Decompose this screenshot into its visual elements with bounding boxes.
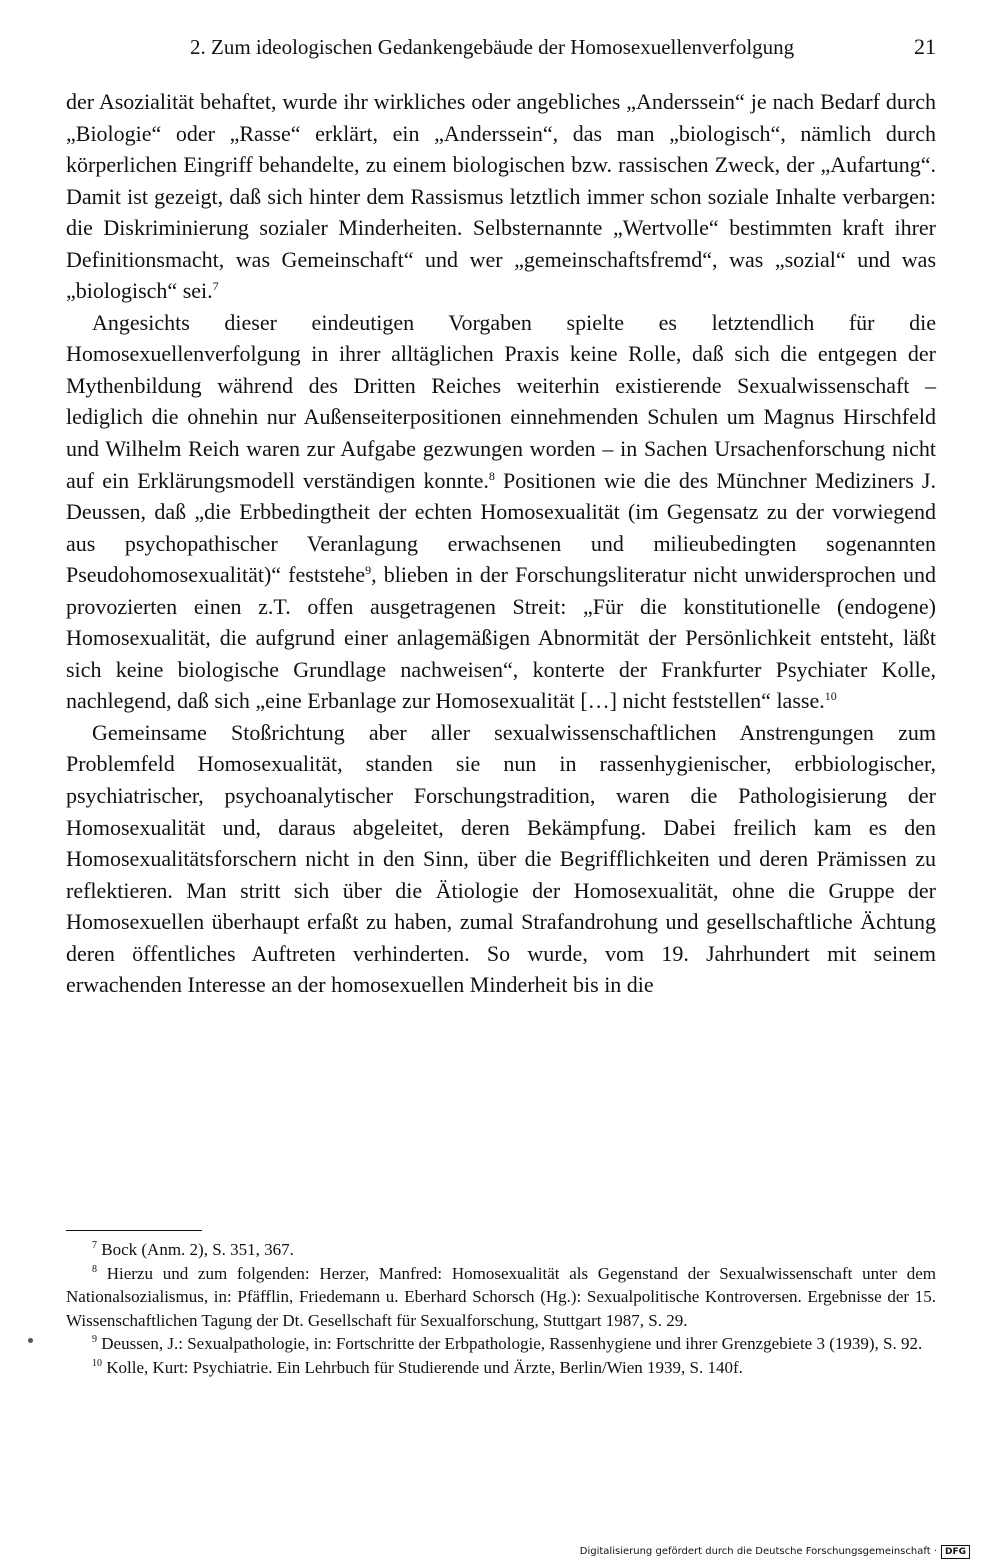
paragraph-3 [66,717,936,1001]
footnote-text: Kolle, Kurt: Psychiatrie. Ein Lehrbuch für Studierende und Ärzte, Berlin/Wien 1939, S. 140f. [102,1357,743,1377]
footnotes [66,1238,936,1379]
paragraph-1 [66,86,936,307]
paragraph-2-text-b: Positionen wie die des Münchner Mediziners J. Deussen, daß „die Erbbedingtheit der echten Homosexualität (im Gegensatz zu der vorwiegend aus psychopathischer Veranlagung erwachsenen und milieubedingten sogenannten Pseudohomosexualität)“ feststehe [66,467,936,588]
digitization-note-text: Digitalisierung gefördert durch die Deutsche Forschungsgemeinschaft · [579,1546,937,1557]
footnote-7 [66,1238,936,1262]
footnote-9 [66,1332,936,1356]
dfg-logo: DFG [941,1545,970,1559]
scan-speck [28,1338,33,1343]
footnote-ref-9: 9 [365,563,372,578]
footnote-ref-10: 10 [824,689,837,704]
footnote-text: Deussen, J.: Sexualpathologie, in: Fortschritte der Erbpathologie, Rassenhygiene und ihrer Grenzgebiete 3 (1939), S. 92. [97,1334,923,1353]
digitization-credit [580,1545,970,1559]
footnote-text: Hierzu und zum folgenden: Herzer, Manfred: Homosexualität als Gegenstand der Sexualwissenschaft unter dem Nationalsozialismus, in: Pfäfflin, Friedemann u. Eberhard Schorsch (Hg.): Sexualpolitische Kontroversen. Ergebnisse der 15. Wissenschaftlichen Tagung der Dt. Gesellschaft für Sexualforschung, Stuttgart 1987, S. 29. [66,1263,936,1330]
page-number: 21 [914,34,936,59]
footnote-number: 9 [92,1334,97,1345]
footnote-number: 7 [92,1240,97,1251]
footnote-ref-8: 8 [488,468,495,483]
main-text [66,86,936,1001]
footnote-separator [66,1230,202,1231]
footnote-number: 8 [92,1263,97,1275]
footnote-text: Bock (Anm. 2), S. 351, 367. [97,1240,294,1259]
running-title: 2. Zum ideologischen Gedankengebäude der Homosexuellenverfolgung [190,35,795,59]
footnote-10 [66,1356,936,1380]
footnote-ref-7: 7 [212,279,219,294]
paragraph-3-text: Gemeinsame Stoßrichtung aber aller sexualwissenschaftlichen Anstrengungen zum Problemfeld Homosexualität, standen sie nun in rassenhygienischer, erbbiologischer, psychiatrischer, psychoanalytischer Forschungstradition, waren die Pathologisierung der Homosexualität und, daraus abgeleitet, deren Bekämpfung. Dabei freilich kam es den Homosexualitätsforschern nicht in den Sinn, über die Begrifflichkeiten und deren Prämissen zu reflektieren. Man stritt sich über die Ätiologie der Homosexualität, ohne die Gruppe der Homosexuellen überhaupt erfaßt zu haben, zumal Strafandrohung und gesellschaftliche Ächtung deren öffentliches Auftreten verhinderten. So wurde, vom 19. Jahrhundert mit seinem erwachenden Interesse an der homosexuellen Minderheit bis in die [66,719,936,998]
footnote-8 [66,1262,936,1333]
paragraph-2-text-c: , blieben in der Forschungsliteratur nicht unwidersprochen und provozierten einen z.T. offen ausgetragenen Streit: „Für die konstitutionelle (endogene) Homosexualität, die aufgrund einer anlagemäßigen Abnormität der Persönlichkeit entsteht, läßt sich keine biologische Grundlage nachweisen“, konterte der Frankfurter Psychiater Kolle, nachlegend, daß sich „eine Erbanlage zur Homosexualität […] nicht feststellen“ lasse. [66,562,936,714]
paragraph-2 [66,307,936,717]
paragraph-1-text: der Asozialität behaftet, wurde ihr wirkliches oder angebliches „Anderssein“ je nach Bedarf durch „Biologie“ oder „Rasse“ erklärt, ein „Anderssein“, das man „biologisch“, nämlich durch körperlichen Eingriff behandelte, zu einem biologischen bzw. rassischen Zweck, der „Aufartung“. Damit ist gezeigt, daß sich hinter dem Rassismus letztlich immer schon soziale Inhalte verbargen: die Diskriminierung sozialer Minderheiten. Selbsternannte „Wertvolle“ bestimmten kraft ihrer Definitionsmacht, was Gemeinschaft“ und wer „gemeinschaftsfremd“, was „sozial“ und was „biologisch“ sei. [66,89,936,304]
paragraph-2-text-a: Angesichts dieser eindeutigen Vorgaben spielte es letztendlich für die Homosexuellenverfolgung in ihrer alltäglichen Praxis keine Rolle, daß sich die entgegen der Mythenbildung während des Dritten Reiches weiterhin existierende Sexualwissenschaft – lediglich die ohnehin nur Außenseiterpositionen einnehmenden Schulen um Magnus Hirschfeld und Wilhelm Reich waren zur Aufgabe gezwungen worden – in Sachen Ursachenforschung nicht auf ein Erklärungsmodell verständigen konnte. [66,309,936,493]
footnote-number: 10 [92,1357,102,1369]
page-header [66,30,936,64]
